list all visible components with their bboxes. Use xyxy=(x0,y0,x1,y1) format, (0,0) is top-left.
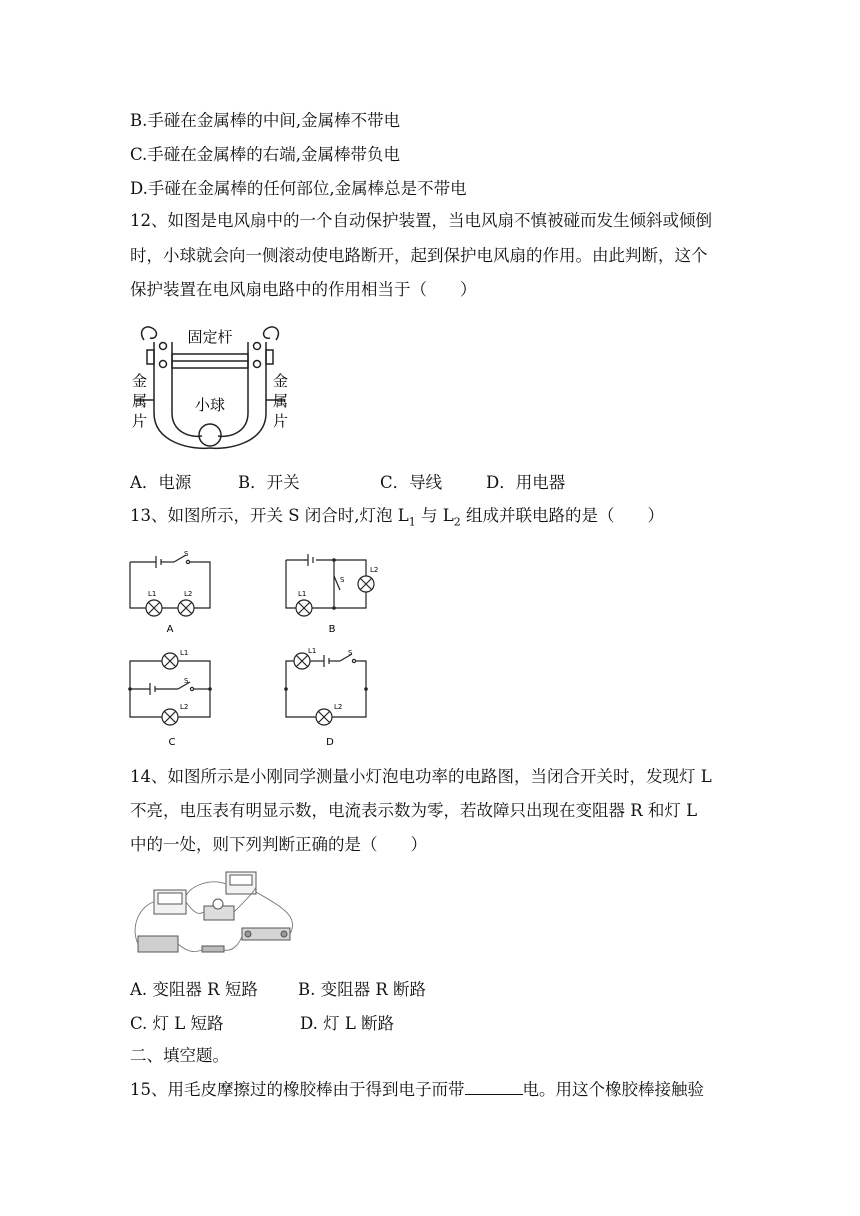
ball-label: 小球 xyxy=(194,396,226,414)
circuit-b-switch-label: S xyxy=(340,576,345,584)
q12-option-d: D．用电器 xyxy=(486,473,566,492)
circuit-b-lamp2: L2 xyxy=(370,566,379,574)
right-plate-label-1: 金 xyxy=(273,372,289,390)
q12-stem-line1: 12、如图是电风扇中的一个自动保护装置，当电风扇不慎被碰而发生倾斜或倾倒 xyxy=(130,211,712,230)
circuit-d-switch-label: S xyxy=(348,649,353,657)
q15-stem: 15、用毛皮摩擦过的橡胶棒由于得到电子而带 电。用这个橡胶棒接触验 xyxy=(130,1080,704,1099)
circuit-d-lamp1: L1 xyxy=(308,647,317,655)
q12-option-b: B．开关 xyxy=(238,473,300,492)
circuit-d xyxy=(280,647,380,751)
q14-option-b: B. 变阻器 R 断路 xyxy=(298,980,427,999)
q12-option-a: A．电源 xyxy=(130,473,192,492)
circuit-b-lamp1: L1 xyxy=(298,590,307,598)
circuit-c-label: C xyxy=(168,737,176,748)
experiment-photo xyxy=(130,866,300,966)
q14-stem-line2: 不亮，电压表有明显示数，电流表示数为零，若故障只出现在变阻器 R 和灯 L xyxy=(130,801,698,820)
q13-stem: 13、如图所示，开关 S 闭合时,灯泡 $L_1$ 与 $L_2$ 组成并联电路的是（ ） xyxy=(130,506,664,529)
q11-option-d: D.手碰在金属棒的任何部位,金属棒总是不带电 xyxy=(130,179,467,198)
circuit-a-lamp2: L2 xyxy=(184,590,193,598)
circuit-b xyxy=(280,542,380,642)
right-plate-label-2: 属 xyxy=(273,392,289,410)
left-plate-label-3: 片 xyxy=(132,412,148,430)
q12-option-c: C．导线 xyxy=(380,473,443,492)
rod-label: 固定杆 xyxy=(187,328,233,346)
answer-blank[interactable] xyxy=(465,1080,523,1095)
circuit-a-label: A xyxy=(166,624,174,635)
q14-option-d: D. 灯 L 断路 xyxy=(300,1014,395,1033)
circuit-a-switch-label: S xyxy=(184,550,189,558)
circuit-d-label: D xyxy=(326,737,334,748)
q12-stem-line3: 保护装置在电风扇电路中的作用相当于（ ） xyxy=(130,280,477,299)
right-plate-label-3: 片 xyxy=(273,412,289,430)
protection-device-figure xyxy=(130,318,290,458)
circuit-c-lamp1: L1 xyxy=(180,649,189,657)
circuit-b-label: B xyxy=(328,624,336,635)
circuit-a-lamp1: L1 xyxy=(148,590,157,598)
circuit-c xyxy=(124,647,224,751)
circuit-d-lamp2: L2 xyxy=(334,703,343,711)
q12-stem-line2: 时，小球就会向一侧滚动使电路断开，起到保护电风扇的作用。由此判断，这个 xyxy=(130,246,708,265)
left-plate-label-1: 金 xyxy=(132,372,148,390)
q14-stem-line1: 14、如图所示是小刚同学测量小灯泡电功率的电路图，当闭合开关时，发现灯 L xyxy=(130,767,712,786)
q14-option-a: A. 变阻器 R 短路 xyxy=(130,980,258,999)
q11-option-b: B.手碰在金属棒的中间,金属棒不带电 xyxy=(130,111,401,130)
left-plate-label-2: 属 xyxy=(132,392,148,410)
q14-option-c: C. 灯 L 短路 xyxy=(130,1014,224,1033)
circuit-c-lamp2: L2 xyxy=(180,703,189,711)
section-heading: 二、填空题。 xyxy=(130,1046,229,1065)
circuit-a xyxy=(124,542,224,642)
circuit-c-switch-label: S xyxy=(184,677,189,685)
q11-option-c: C.手碰在金属棒的右端,金属棒带负电 xyxy=(130,145,401,164)
q14-stem-line3: 中的一处，则下列判断正确的是（ ） xyxy=(130,835,427,854)
